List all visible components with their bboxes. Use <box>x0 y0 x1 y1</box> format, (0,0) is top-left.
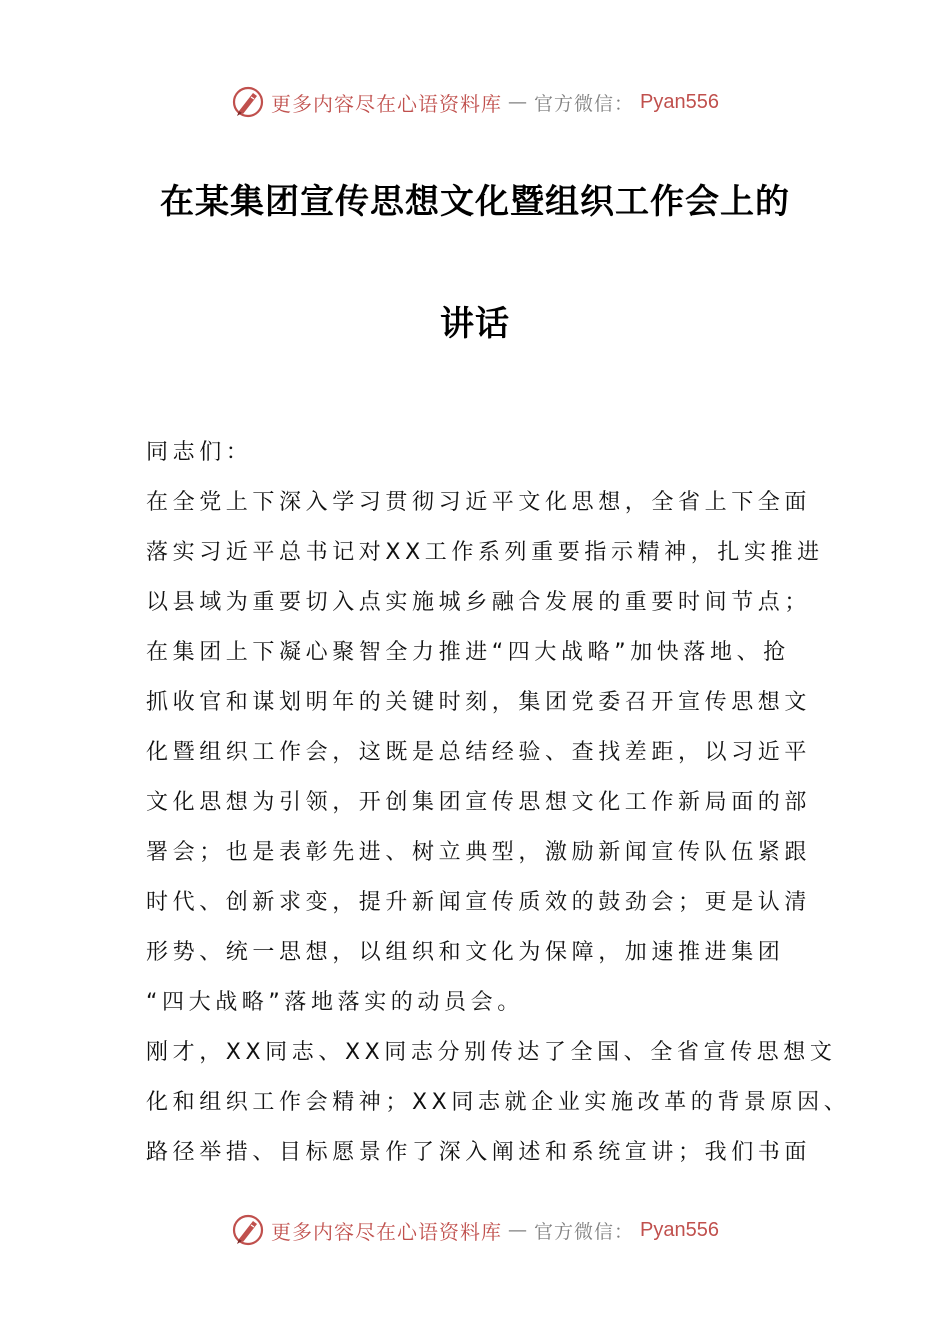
body-line: 刚才，XX同志、XX同志分别传达了全国、全省宣传思想文 <box>146 1040 837 1065</box>
watermark-main-text: 更多内容尽在心语资料库 <box>271 1219 502 1244</box>
watermark-dash: — <box>508 91 528 113</box>
page-title-line-1: 在某集团宣传思想文化暨组织工作会上的 <box>160 182 790 222</box>
watermark-footer <box>0 1210 950 1250</box>
pen-logo-icon <box>231 85 265 119</box>
watermark-main-text: 更多内容尽在心语资料库 <box>271 91 502 116</box>
body-line: “四大战略”落地落实的动员会。 <box>146 990 524 1015</box>
pen-logo-icon <box>231 1213 265 1247</box>
body-line: 抓收官和谋划明年的关键时刻，集团党委召开宣传思想文 <box>146 690 812 715</box>
watermark-label: 官方微信： <box>534 92 635 115</box>
body-line: 化和组织工作会精神；XX同志就企业实施改革的背景原因、 <box>146 1090 851 1115</box>
body-line: 形势、统一思想，以组织和文化为保障，加速推进集团 <box>146 940 785 965</box>
body-line: 在集团上下凝心聚智全力推进“四大战略”加快落地、抢 <box>146 640 790 665</box>
watermark-header <box>0 82 950 122</box>
body-line: 时代、创新求变，提升新闻宣传质效的鼓劲会；更是认清 <box>146 890 812 915</box>
body-line: 署会；也是表彰先进、树立典型，激励新闻宣传队伍紧跟 <box>146 840 812 865</box>
watermark-id: Pyan556 <box>640 1218 719 1241</box>
watermark-dash: — <box>508 1219 528 1241</box>
body-line: 文化思想为引领，开创集团宣传思想文化工作新局面的部 <box>146 790 812 815</box>
body-line: 路径举措、目标愿景作了深入阐述和系统宣讲；我们书面 <box>146 1140 812 1165</box>
document-body <box>146 428 851 1178</box>
page-title-line-2: 讲话 <box>440 304 510 344</box>
body-line: 在全党上下深入学习贯彻习近平文化思想，全省上下全面 <box>146 490 812 515</box>
body-line: 落实习近平总书记对XX工作系列重要指示精神，扎实推进 <box>146 540 824 565</box>
body-line: 以县域为重要切入点实施城乡融合发展的重要时间节点； <box>146 590 812 615</box>
body-line: 化暨组织工作会，这既是总结经验、查找差距，以习近平 <box>146 740 812 765</box>
body-line: 同志们： <box>146 440 253 465</box>
watermark-id: Pyan556 <box>640 90 719 113</box>
watermark-label: 官方微信： <box>534 1220 635 1243</box>
